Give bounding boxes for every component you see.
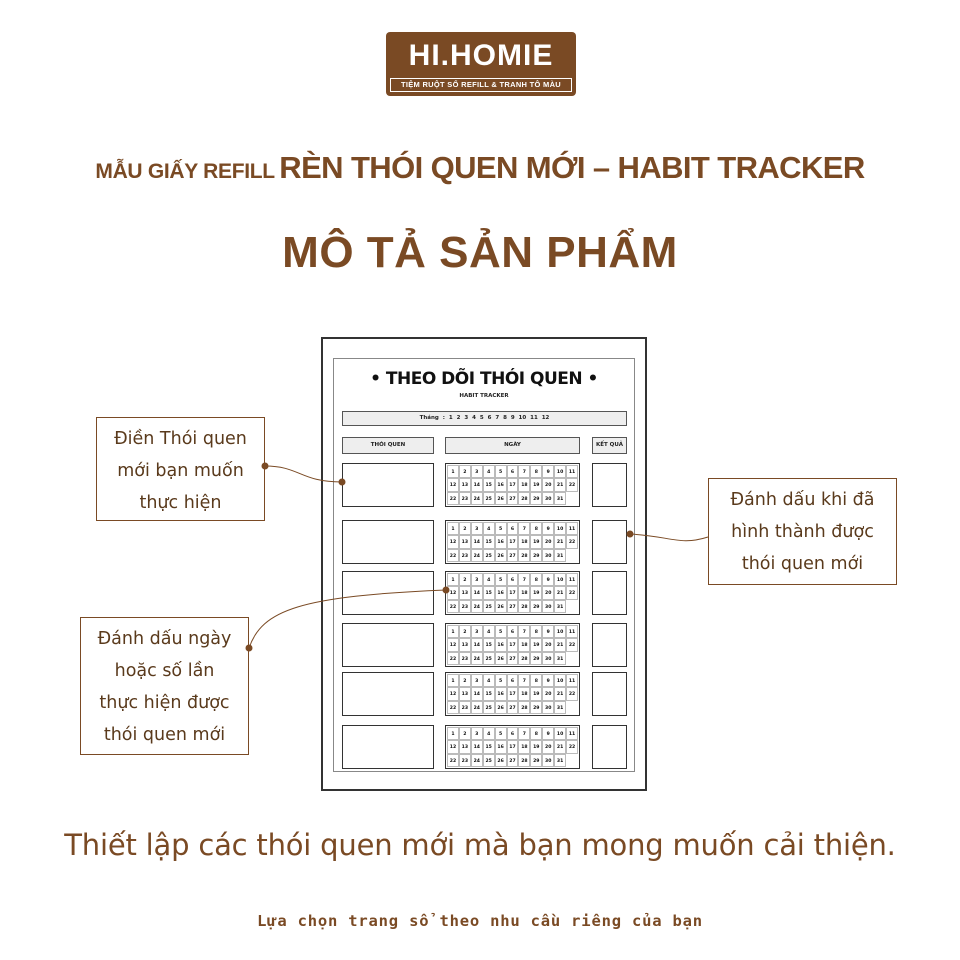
day-cell: 23 (459, 652, 471, 665)
day-cell: 10 (554, 465, 566, 478)
day-cell: 6 (507, 727, 519, 740)
day-cell: 9 (542, 522, 554, 535)
day-cell: 14 (471, 586, 483, 599)
habit-entry-box (342, 672, 434, 716)
day-cell: 21 (554, 687, 566, 700)
callout-line: thực hiện được (99, 693, 230, 713)
day-cell: 24 (471, 652, 483, 665)
callout-line: Điền Thói quen (114, 429, 247, 449)
day-cell: 16 (495, 586, 507, 599)
day-cell: 23 (459, 701, 471, 714)
day-cell: 24 (471, 754, 483, 767)
day-cell: 8 (530, 465, 542, 478)
callout-result-note (708, 478, 897, 585)
day-cell: 26 (495, 600, 507, 613)
heading-main: RÈN THÓI QUEN MỚI – HABIT TRACKER (279, 150, 865, 185)
callout-line: mới bạn muốn (117, 461, 244, 481)
day-cell: 17 (507, 687, 519, 700)
day-cell: 24 (471, 701, 483, 714)
day-cell: 21 (554, 478, 566, 491)
day-cell: 27 (507, 652, 519, 665)
day-cell: 22 (566, 478, 578, 491)
day-cell: 21 (554, 740, 566, 753)
day-cell: 5 (495, 674, 507, 687)
day-cell: 12 (447, 687, 459, 700)
habit-entry-box (342, 571, 434, 615)
day-cell: 26 (495, 754, 507, 767)
day-cell: 20 (542, 638, 554, 651)
day-cell: 28 (518, 492, 530, 505)
day-cell: 13 (459, 740, 471, 753)
day-cell: 27 (507, 549, 519, 562)
day-cell: 2 (459, 522, 471, 535)
day-cell: 25 (483, 754, 495, 767)
day-cell: 7 (518, 573, 530, 586)
column-header-habit: THÓI QUEN (342, 437, 434, 454)
month-bar: Tháng : 1 2 3 4 5 6 7 8 9 10 11 12 (342, 411, 627, 426)
day-cell: 20 (542, 535, 554, 548)
day-cell: 30 (542, 652, 554, 665)
day-cell: 22 (566, 638, 578, 651)
day-cell: 19 (530, 478, 542, 491)
day-cell: 30 (542, 549, 554, 562)
callout-days-note (80, 617, 249, 755)
day-grid (445, 520, 580, 564)
day-cell: 30 (542, 754, 554, 767)
day-cell: 17 (507, 586, 519, 599)
day-cell: 29 (530, 701, 542, 714)
result-box (592, 571, 627, 615)
day-cell: 13 (459, 638, 471, 651)
day-cell: 22 (566, 586, 578, 599)
day-cell: 15 (483, 740, 495, 753)
day-cell: 11 (566, 465, 578, 478)
callout-line: hình thành được (731, 522, 874, 542)
day-cell: 21 (554, 638, 566, 651)
day-cell: 1 (447, 465, 459, 478)
habit-entry-box (342, 725, 434, 769)
day-cell: 14 (471, 638, 483, 651)
day-cell: 26 (495, 652, 507, 665)
day-cell: 27 (507, 600, 519, 613)
day-cell: 5 (495, 522, 507, 535)
day-cell: 7 (518, 727, 530, 740)
day-cell: 21 (554, 535, 566, 548)
day-cell: 29 (530, 754, 542, 767)
day-cell: 25 (483, 600, 495, 613)
day-cell: 19 (530, 535, 542, 548)
page-title: MÔ TẢ SẢN PHẨM (282, 228, 678, 277)
day-cell: 19 (530, 687, 542, 700)
day-cell: 7 (518, 465, 530, 478)
day-cell: 4 (483, 465, 495, 478)
day-cell: 23 (459, 754, 471, 767)
day-cell: 25 (483, 492, 495, 505)
day-cell: 22 (447, 549, 459, 562)
day-cell: 4 (483, 522, 495, 535)
day-cell: 1 (447, 727, 459, 740)
day-cell: 15 (483, 535, 495, 548)
day-cell: 2 (459, 573, 471, 586)
day-cell: 12 (447, 586, 459, 599)
day-cell: 23 (459, 600, 471, 613)
day-cell: 8 (530, 522, 542, 535)
day-cell: 10 (554, 625, 566, 638)
day-cell: 22 (447, 652, 459, 665)
day-cell: 21 (554, 586, 566, 599)
day-cell: 18 (518, 586, 530, 599)
callout-line: thói quen mới (103, 725, 226, 745)
day-cell: 13 (459, 478, 471, 491)
day-cell: 22 (566, 687, 578, 700)
day-cell: 8 (530, 727, 542, 740)
day-cell: 29 (530, 600, 542, 613)
day-cell: 8 (530, 674, 542, 687)
day-cell: 9 (542, 465, 554, 478)
day-cell: 13 (459, 535, 471, 548)
day-cell: 10 (554, 674, 566, 687)
day-cell: 31 (554, 754, 566, 767)
day-cell: 2 (459, 625, 471, 638)
day-cell: 14 (471, 687, 483, 700)
habit-entry-box (342, 623, 434, 667)
day-cell: 26 (495, 549, 507, 562)
day-grid (445, 623, 580, 667)
sheet-subtitle: HABIT TRACKER (459, 393, 509, 399)
day-cell: 13 (459, 586, 471, 599)
day-cell: 28 (518, 600, 530, 613)
callout-line: thực hiện (139, 493, 222, 513)
day-cell: 3 (471, 522, 483, 535)
day-cell: 6 (507, 522, 519, 535)
day-cell: 16 (495, 478, 507, 491)
day-cell: 26 (495, 701, 507, 714)
day-cell: 15 (483, 638, 495, 651)
day-cell: 8 (530, 625, 542, 638)
day-cell: 25 (483, 652, 495, 665)
day-cell: 22 (566, 740, 578, 753)
day-cell: 27 (507, 754, 519, 767)
result-box (592, 520, 627, 564)
column-header-days: NGÀY (445, 437, 580, 454)
sheet-frame (333, 358, 635, 772)
day-cell: 3 (471, 674, 483, 687)
day-cell: 4 (483, 625, 495, 638)
day-cell: 22 (447, 701, 459, 714)
day-cell: 5 (495, 625, 507, 638)
brand-logo (386, 32, 576, 96)
day-cell: 28 (518, 754, 530, 767)
day-cell: 26 (495, 492, 507, 505)
day-cell: 30 (542, 701, 554, 714)
day-cell: 6 (507, 625, 519, 638)
day-cell: 2 (459, 465, 471, 478)
day-cell: 31 (554, 652, 566, 665)
day-cell: 9 (542, 727, 554, 740)
day-cell: 22 (566, 535, 578, 548)
callout-line: thói quen mới (741, 554, 864, 574)
day-cell: 17 (507, 535, 519, 548)
day-cell: 18 (518, 687, 530, 700)
day-cell: 2 (459, 727, 471, 740)
day-cell: 19 (530, 586, 542, 599)
day-cell: 6 (507, 465, 519, 478)
day-cell: 25 (483, 549, 495, 562)
day-cell: 18 (518, 740, 530, 753)
day-cell: 22 (447, 492, 459, 505)
day-cell: 12 (447, 478, 459, 491)
day-cell: 20 (542, 687, 554, 700)
day-cell: 31 (554, 600, 566, 613)
day-cell: 1 (447, 674, 459, 687)
day-cell: 10 (554, 522, 566, 535)
day-cell: 20 (542, 478, 554, 491)
day-cell: 23 (459, 549, 471, 562)
day-cell: 5 (495, 573, 507, 586)
day-cell: 1 (447, 573, 459, 586)
day-cell: 20 (542, 740, 554, 753)
day-cell: 11 (566, 625, 578, 638)
day-cell: 16 (495, 535, 507, 548)
day-grid (445, 725, 580, 769)
day-cell: 23 (459, 492, 471, 505)
habit-entry-box (342, 463, 434, 507)
day-cell: 24 (471, 600, 483, 613)
day-cell: 3 (471, 727, 483, 740)
day-cell: 28 (518, 549, 530, 562)
day-cell: 10 (554, 573, 566, 586)
day-cell: 12 (447, 535, 459, 548)
day-cell: 10 (554, 727, 566, 740)
day-cell: 19 (530, 638, 542, 651)
result-box (592, 725, 627, 769)
day-cell: 5 (495, 727, 507, 740)
day-cell: 22 (447, 754, 459, 767)
day-cell: 1 (447, 625, 459, 638)
day-cell: 12 (447, 740, 459, 753)
day-cell: 27 (507, 701, 519, 714)
sheet-title: • THEO DÕI THÓI QUEN • (370, 369, 598, 389)
result-box (592, 623, 627, 667)
brand-tagline: TIỆM RUỘT SỔ REFILL & TRANH TÔ MÀU (390, 78, 572, 92)
habit-entry-box (342, 520, 434, 564)
day-cell: 31 (554, 492, 566, 505)
day-cell: 29 (530, 549, 542, 562)
heading-prefix: MẪU GIẤY REFILL (95, 160, 275, 183)
day-cell: 28 (518, 652, 530, 665)
day-cell: 1 (447, 522, 459, 535)
day-cell: 6 (507, 573, 519, 586)
day-cell: 30 (542, 600, 554, 613)
day-cell: 11 (566, 674, 578, 687)
day-cell: 9 (542, 573, 554, 586)
day-cell: 8 (530, 573, 542, 586)
day-cell: 19 (530, 740, 542, 753)
day-cell: 18 (518, 535, 530, 548)
footer-tagline: Thiết lập các thói quen mới mà bạn mong muốn cải thiện. (64, 828, 896, 862)
day-cell: 14 (471, 535, 483, 548)
callout-habit-note (96, 417, 265, 521)
day-cell: 29 (530, 492, 542, 505)
footer-subtagline: Lựa chọn trang sổ theo nhu cầu riêng của bạn (257, 912, 703, 930)
day-cell: 24 (471, 549, 483, 562)
day-cell: 4 (483, 674, 495, 687)
day-cell: 11 (566, 727, 578, 740)
day-cell: 3 (471, 573, 483, 586)
day-cell: 15 (483, 586, 495, 599)
day-cell: 17 (507, 638, 519, 651)
day-cell: 7 (518, 674, 530, 687)
product-heading (0, 150, 960, 186)
callout-line: hoặc số lần (114, 661, 215, 681)
day-cell: 16 (495, 740, 507, 753)
column-header-result: KẾT QUẢ (592, 437, 627, 454)
day-cell: 14 (471, 740, 483, 753)
day-cell: 24 (471, 492, 483, 505)
day-cell: 4 (483, 573, 495, 586)
day-cell: 4 (483, 727, 495, 740)
day-cell: 11 (566, 522, 578, 535)
day-cell: 3 (471, 625, 483, 638)
day-cell: 30 (542, 492, 554, 505)
day-cell: 27 (507, 492, 519, 505)
day-cell: 12 (447, 638, 459, 651)
day-cell: 2 (459, 674, 471, 687)
day-cell: 15 (483, 687, 495, 700)
day-cell: 31 (554, 701, 566, 714)
day-cell: 22 (447, 600, 459, 613)
day-cell: 6 (507, 674, 519, 687)
day-cell: 5 (495, 465, 507, 478)
day-cell: 17 (507, 478, 519, 491)
day-cell: 7 (518, 625, 530, 638)
callout-line: Đánh dấu khi đã (730, 490, 875, 510)
day-cell: 17 (507, 740, 519, 753)
callout-line: Đánh dấu ngày (97, 629, 232, 649)
day-cell: 16 (495, 687, 507, 700)
result-box (592, 672, 627, 716)
day-cell: 13 (459, 687, 471, 700)
day-cell: 18 (518, 478, 530, 491)
brand-name: HI.HOMIE (408, 39, 554, 72)
day-cell: 3 (471, 465, 483, 478)
day-cell: 16 (495, 638, 507, 651)
habit-tracker-sheet (321, 337, 647, 791)
day-grid (445, 463, 580, 507)
day-grid (445, 571, 580, 615)
day-cell: 25 (483, 701, 495, 714)
day-cell: 9 (542, 674, 554, 687)
day-cell: 7 (518, 522, 530, 535)
day-cell: 20 (542, 586, 554, 599)
day-cell: 18 (518, 638, 530, 651)
result-box (592, 463, 627, 507)
day-cell: 29 (530, 652, 542, 665)
day-cell: 28 (518, 701, 530, 714)
day-cell: 15 (483, 478, 495, 491)
day-cell: 14 (471, 478, 483, 491)
day-cell: 9 (542, 625, 554, 638)
day-grid (445, 672, 580, 716)
day-cell: 31 (554, 549, 566, 562)
day-cell: 11 (566, 573, 578, 586)
